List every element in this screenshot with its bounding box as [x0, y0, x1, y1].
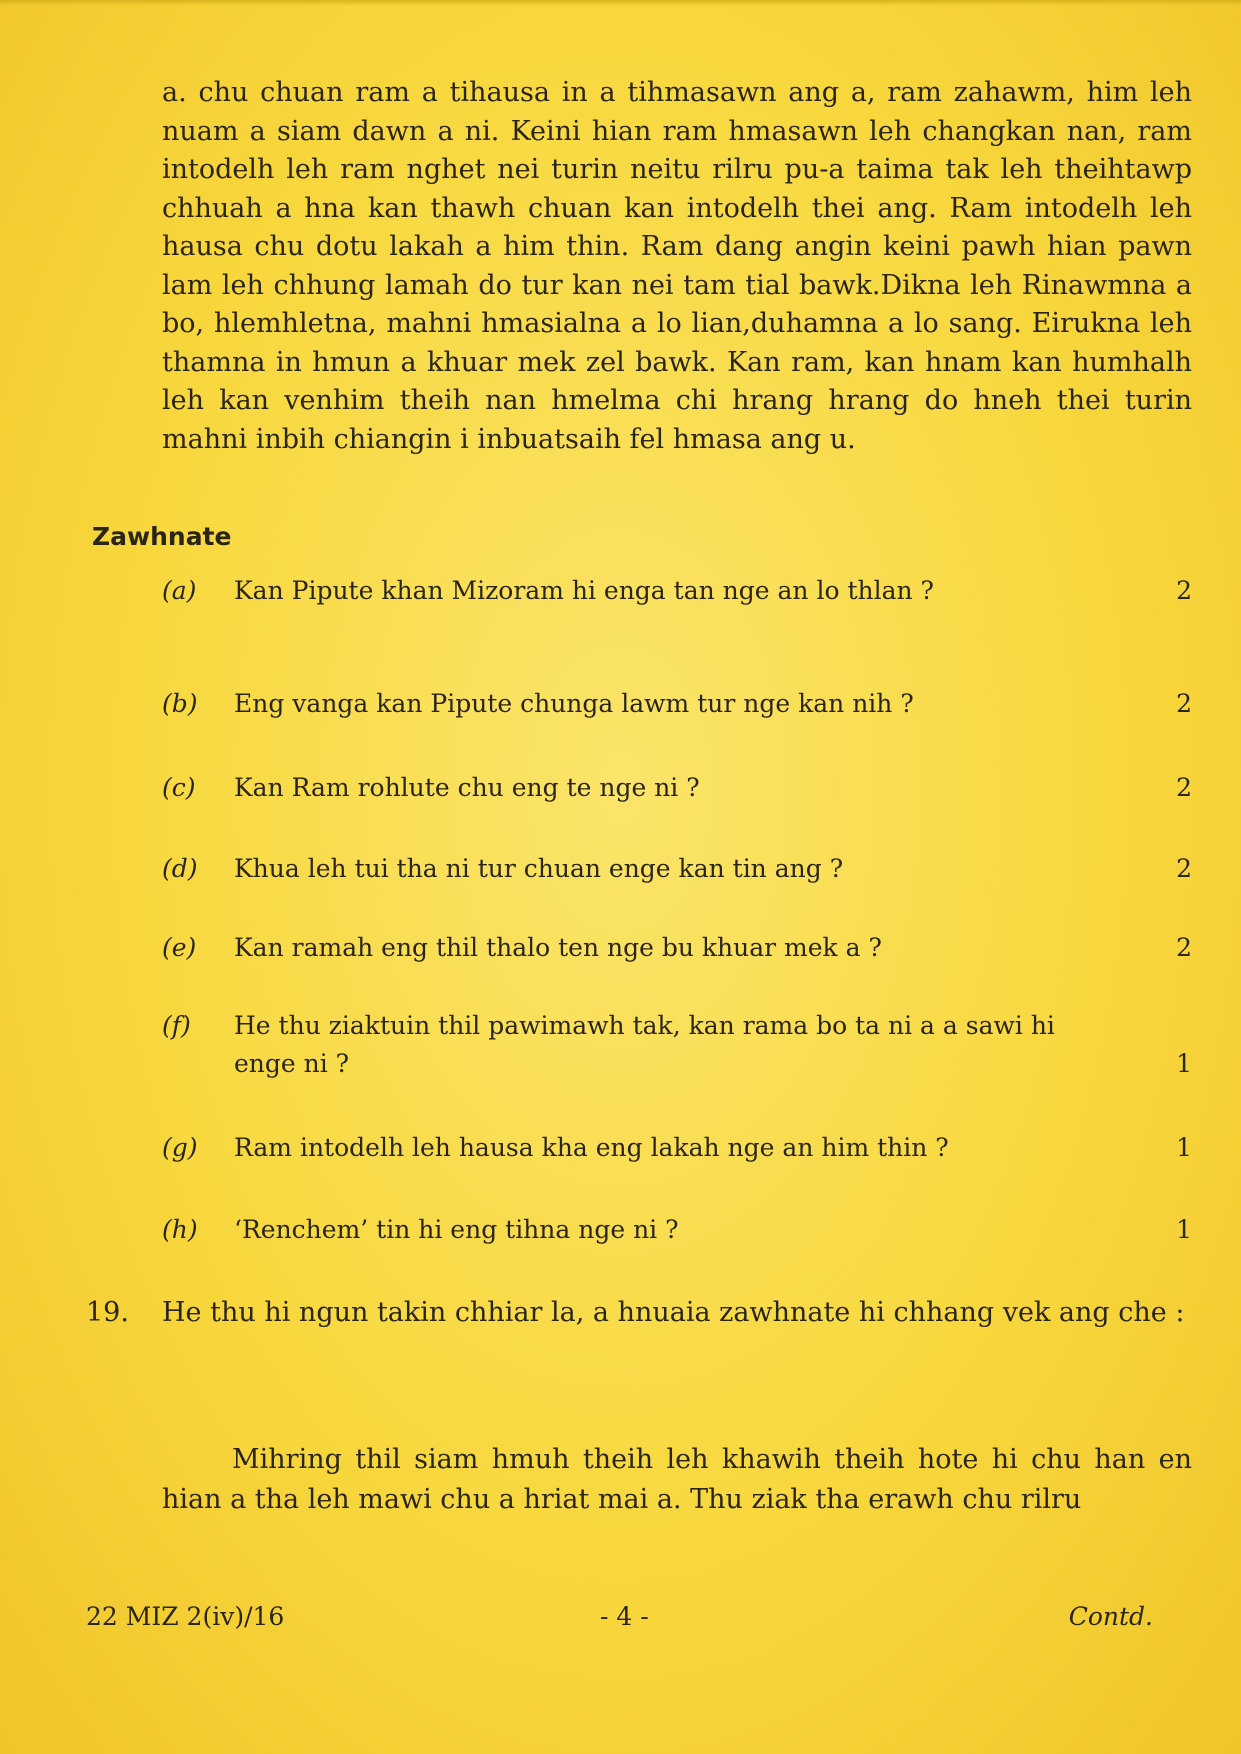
question-text: Khua leh tui tha ni tur chuan enge kan tin ang ?	[234, 854, 844, 883]
passage-text: a. chu chuan ram a tihausa in a tihmasawn ang a, ram zahawm, him leh nuam a siam dawn a ni. Keini hian ram hmasawn leh changkan nan, ram intodelh leh ram nghet nei turin neitu rilru pu-a taima tak leh theihtawp chhuah a hna kan thawh chuan kan intodelh thei ang. Ram intodelh leh hausa chu dotu lakah a him thin. Ram dang angin keini pawh hian pawn lam leh chhung lamah do tur kan nei tam tial bawk.Dikna leh Rinawmna a bo, hlemhletna, mahni hmasialna a lo lian,duhamna a lo sang. Eirukna leh thamna in hmun a khuar mek zel bawk. Kan ram, kan hnam kan humhalh leh kan venhim theih nan hmelma chi hrang hrang do hneh thei turin mahni inbih chiangin i inbuatsaih fel hmasa ang u.	[162, 77, 1192, 455]
question-marks: 2	[1176, 933, 1192, 962]
passage-19: Mihring thil siam hmuh theih leh khawih theih hote hi chu han en hian a tha leh mawi chu a hriat mai a. Thu ziak tha erawh chu rilru	[162, 1444, 1192, 1515]
question-marks: 1	[1176, 1133, 1192, 1162]
question-label: (b)	[162, 689, 198, 718]
question-19-text: He thu hi ngun takin chhiar la, a hnuaia zawhnate hi chhang vek ang che :	[162, 1297, 1185, 1328]
page-top-edge	[0, 0, 1241, 6]
paper-code: 22 MIZ 2(iv)/16	[86, 1602, 285, 1631]
question-text: Ram intodelh leh hausa kha eng lakah nge an him thin ?	[234, 1133, 949, 1162]
question-marks: 1	[1176, 1049, 1192, 1078]
question-marks: 2	[1176, 689, 1192, 718]
question-label: (d)	[162, 854, 198, 883]
question-text: He thu ziaktuin thil pawimawh tak, kan rama bo ta ni a a sawi hi enge ni ?	[234, 1011, 1055, 1078]
question-label: (f)	[162, 1011, 191, 1040]
page-number: - 4 -	[600, 1602, 649, 1631]
question-text: Eng vanga kan Pipute chunga lawm tur nge kan nih ?	[234, 689, 914, 718]
question-marks: 2	[1176, 576, 1192, 605]
question-label: (g)	[162, 1133, 198, 1162]
question-label: (c)	[162, 773, 196, 802]
question-label: (a)	[162, 576, 197, 605]
question-marks: 2	[1176, 773, 1192, 802]
section-title: Zawhnate	[92, 522, 232, 551]
question-label: (h)	[162, 1215, 198, 1244]
question-marks: 2	[1176, 854, 1192, 883]
question-marks: 1	[1176, 1215, 1192, 1244]
question-text: ‘Renchem’ tin hi eng tihna nge ni ?	[234, 1215, 679, 1244]
continued-label: Contd.	[1068, 1602, 1153, 1631]
question-text: Kan Pipute khan Mizoram hi enga tan nge an lo thlan ?	[234, 576, 934, 605]
question-text: Kan ramah eng thil thalo ten nge bu khuar mek a ?	[234, 933, 882, 962]
question-text: Kan Ram rohlute chu eng te nge ni ?	[234, 773, 700, 802]
passage	[162, 74, 1192, 459]
question-number: 19.	[86, 1297, 129, 1328]
question-label: (e)	[162, 933, 197, 962]
